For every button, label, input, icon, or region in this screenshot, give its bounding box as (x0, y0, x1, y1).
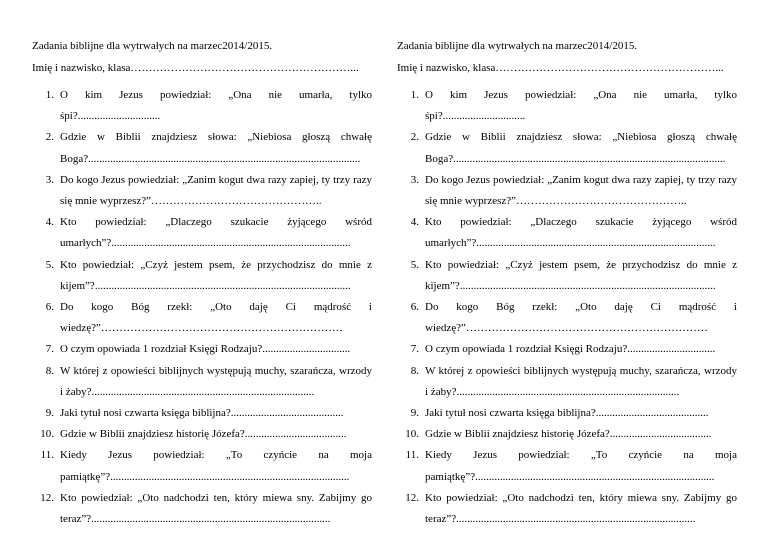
question-text: Do kogo Bóg rzekł: „Oto daję Ci mądrość i wiedzę?”………………………………………………………… (425, 300, 737, 335)
question-text: Jaki tytuł nosi czwarta księga biblijna?......................................... (60, 406, 344, 419)
question-5 (32, 255, 372, 297)
question-8 (32, 361, 372, 403)
question-5 (397, 255, 737, 297)
name-class-line: Imię i nazwisko, klasa……………………………………………………... (397, 62, 724, 74)
worksheet-title: Zadania biblijne dla wytrwałych na marzec2014/2015. (32, 40, 273, 52)
question-number: 2. (410, 131, 419, 144)
question-number: 6. (410, 300, 419, 313)
question-number: 5. (45, 258, 54, 271)
question-number: 3. (45, 173, 54, 186)
question-number: 11. (40, 449, 54, 462)
question-number: 10. (405, 428, 419, 441)
name-class-line: Imię i nazwisko, klasa……………………………………………………... (32, 62, 359, 74)
question-6 (32, 297, 372, 339)
question-4 (32, 212, 372, 254)
question-text: Kto powiedział: „Oto nadchodzi ten, który miewa sny. Zabijmy go teraz”?....................................................................................... (60, 491, 372, 525)
question-text: Gdzie w Biblii znajdziesz historię Józefa?..................................... (60, 428, 347, 441)
question-11 (32, 445, 372, 487)
question-number: 9. (410, 406, 419, 419)
question-text: Gdzie w Biblii znajdziesz słowa: „Niebiosa głoszą chwałę Boga?................................................................................................... (425, 131, 737, 165)
question-7 (32, 339, 372, 360)
question-text: Do kogo Jezus powiedział: „Zanim kogut dwa razy zapiej, ty trzy razy się mnie wyprzesz?”……………………………………….. (425, 173, 737, 207)
question-6 (397, 297, 737, 339)
question-number: 3. (410, 173, 419, 186)
question-text: Kiedy Jezus powiedział: „To czyńcie na moja pamiątkę”?....................................................................................... (425, 449, 737, 483)
question-text: Kiedy Jezus powiedział: „To czyńcie na moja pamiątkę”?....................................................................................... (60, 449, 372, 483)
question-text: Kto powiedział: „Czyż jestem psem, że przychodzisz do mnie z kijem”?............................................................................................. (425, 258, 737, 292)
question-number: 6. (45, 300, 54, 313)
question-text: O kim Jezus powiedział: „Ona nie umarła, tylko śpi?.............................. (425, 89, 737, 123)
question-number: 5. (410, 258, 419, 271)
question-number: 12. (405, 491, 419, 504)
question-list (32, 85, 372, 530)
question-12 (32, 488, 372, 530)
question-3 (397, 170, 737, 212)
question-text: Gdzie w Biblii znajdziesz słowa: „Niebiosa głoszą chwałę Boga?................................................................................................... (60, 131, 372, 165)
question-7 (397, 339, 737, 360)
question-text: W której z opowieści biblijnych występują muchy, szarańcza, wrzody i żaby?................................................................................. (60, 364, 372, 398)
question-list (397, 85, 737, 530)
question-3 (32, 170, 372, 212)
question-number: 7. (45, 343, 54, 356)
question-number: 7. (410, 343, 419, 356)
question-text: Kto powiedział: „Oto nadchodzi ten, który miewa sny. Zabijmy go teraz”?....................................................................................... (425, 491, 737, 525)
question-number: 9. (45, 406, 54, 419)
question-text: Gdzie w Biblii znajdziesz historię Józefa?..................................... (425, 428, 712, 441)
question-number: 1. (45, 89, 54, 101)
question-12 (397, 488, 737, 530)
question-number: 12. (40, 491, 54, 504)
question-number: 4. (410, 216, 419, 229)
question-number: 10. (40, 428, 54, 441)
worksheet-title: Zadania biblijne dla wytrwałych na marzec2014/2015. (397, 40, 638, 52)
question-text: Jaki tytuł nosi czwarta księga biblijna?......................................... (425, 406, 709, 419)
question-text: Kto powiedział: „Czyż jestem psem, że przychodzisz do mnie z kijem”?............................................................................................. (60, 258, 372, 292)
question-2 (397, 127, 737, 169)
question-11 (397, 445, 737, 487)
question-text: O czym opowiada 1 rozdział Księgi Rodzaju?................................ (60, 343, 351, 356)
question-4 (397, 212, 737, 254)
question-number: 8. (410, 364, 419, 377)
question-number: 1. (410, 89, 419, 101)
question-1 (397, 85, 737, 127)
question-8 (397, 361, 737, 403)
question-text: Kto powiedział: „Dlaczego szukacie żyjącego wśród umarłych”?....................................................................................... (60, 216, 372, 250)
question-number: 11. (405, 449, 419, 462)
question-text: O czym opowiada 1 rozdział Księgi Rodzaju?................................ (425, 343, 716, 356)
question-number: 4. (45, 216, 54, 229)
question-text: Do kogo Jezus powiedział: „Zanim kogut dwa razy zapiej, ty trzy razy się mnie wyprzesz?”……………………………………….. (60, 173, 372, 207)
question-text: Do kogo Bóg rzekł: „Oto daję Ci mądrość i wiedzę?”………………………………………………………… (60, 300, 372, 335)
question-2 (32, 127, 372, 169)
question-1 (32, 85, 372, 127)
question-number: 8. (45, 364, 54, 377)
question-text: O kim Jezus powiedział: „Ona nie umarła, tylko śpi?.............................. (60, 89, 372, 123)
question-text: W której z opowieści biblijnych występują muchy, szarańcza, wrzody i żaby?................................................................................. (425, 364, 737, 398)
question-9 (397, 403, 737, 424)
question-text: Kto powiedział: „Dlaczego szukacie żyjącego wśród umarłych”?....................................................................................... (425, 216, 737, 250)
question-10 (397, 424, 737, 445)
question-10 (32, 424, 372, 445)
question-9 (32, 403, 372, 424)
question-number: 2. (45, 131, 54, 144)
